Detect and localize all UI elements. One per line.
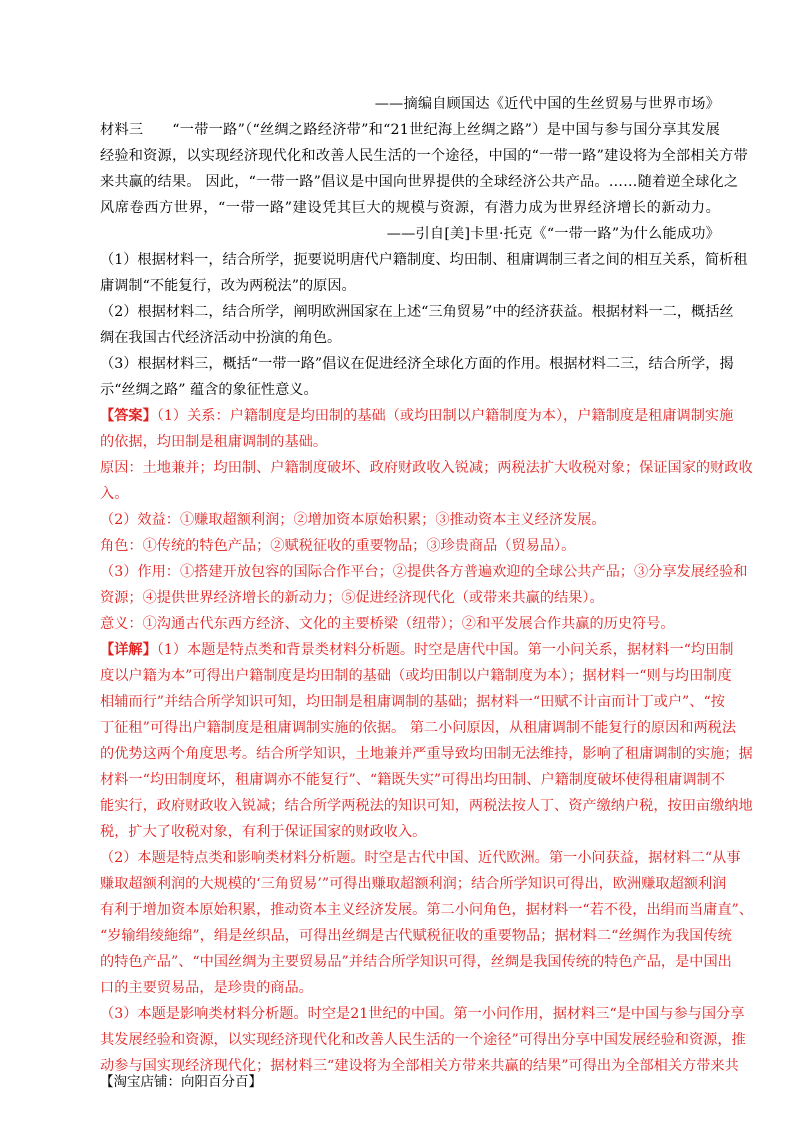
detail-first-line xyxy=(100,640,734,660)
detail-label: 【详解】 xyxy=(100,642,157,658)
question-line: （1）根据材料一，结合所学，扼要说明唐代户籍制度、均田制、租庸调制三者之间的相互关系，简析租 xyxy=(100,252,748,268)
detail-line: 的特色产品”、“中国丝绸为主要贸易品”并结合所学知识可得，丝绸是我国传统的特色产品，是中国出 xyxy=(100,954,732,970)
material3-line: 来共赢的结果。 因此，“一带一路”倡议是中国向世界提供的全球经济公共产品。……随着逆全球化之 xyxy=(100,174,739,190)
answer-first-line xyxy=(100,406,734,426)
detail-line: 相辅而行”并结合所学知识可知，均田制是租庸调制的基础；据材料一“田赋不计亩而计丁或户”、“按 xyxy=(100,694,725,710)
answer-line: （2）效益：①赚取超额利润；②增加资本原始积累；③推动资本主义经济发展。 xyxy=(100,512,606,528)
material3-line: 经验和资源，以实现经济现代化和改善人民生活的一个途径，中国的“一带一路”建设将为全部相关方带 xyxy=(100,148,748,164)
detail-line: 能实行，政府财政收入锐减；结合所学两税法的知识可知，两税法按人丁、资产缴纳户税，按田亩缴纳地 xyxy=(100,798,753,814)
material3-source-top: ——摘编自顾国达《近代中国的生丝贸易与世界市场》 xyxy=(374,96,720,112)
detail-line: 动参与国实现经济现代化；据材料三“建设将为全部相关方带来共赢的结果”可得出为全部相关方带来共 xyxy=(100,1058,739,1074)
material3-source-bottom: ——引自[美]卡里·托克《“一带一路”为什么能成功》 xyxy=(386,226,720,242)
answer-line: 原因：土地兼并；均田制、户籍制度破坏、政府财政收入锐减；两税法扩大收税对象；保证国家的财政收 xyxy=(100,460,753,476)
answer-line: 意义：①沟通古代东西方经济、文化的主要桥梁（纽带）；②和平发展合作共赢的历史符号。 xyxy=(100,616,675,632)
answer-line: （3）作用：①搭建开放包容的国际合作平台；②提供各方普遍欢迎的全球公共产品；③分享发展经验和 xyxy=(100,564,748,580)
answer-line: 的依据，均田制是租庸调制的基础。 xyxy=(100,434,328,450)
detail-line: “岁输绢绫絁绵”，绢是丝织品，可得出丝绸是古代赋税征收的重要物品；据材料二“丝绸作为我国传统 xyxy=(100,928,732,944)
detail-line: 口的主要贸易品，是珍贵的商品。 xyxy=(100,980,313,996)
detail-line: 丁征租”可得出户籍制度是租庸调制实施的依据。 第二小问原因，从租庸调制不能复行的原因和两税法 xyxy=(100,720,737,736)
detail-line: 的优势这两个角度思考。结合所学知识，土地兼并严重导致均田制无法维持，影响了租庸调制的实施；据 xyxy=(100,746,753,762)
answer-text: （1）关系：户籍制度是均田制的基础（或均田制以户籍制度为本），户籍制度是租庸调制实施 xyxy=(156,408,734,424)
answer-line: 角色：①传统的特色产品；②赋税征收的重要物品；③珍贵商品（贸易品）。 xyxy=(100,538,576,554)
material3-line: 风席卷西方世界，“一带一路”建设凭其巨大的规模与资源，有潜力成为世界经济增长的新动力。 xyxy=(100,200,720,216)
detail-line: 度以户籍为本”可得出户籍制度是均田制的基础（或均田制以户籍制度为本）；据材料一“则与均田制度 xyxy=(100,668,732,684)
answer-line: 入。 xyxy=(100,486,129,502)
detail-line: 赚取超额利润的大规模的‘三角贸易’”可得出赚取超额利润；结合所学知识可得出，欧洲赚取超额利润 xyxy=(100,876,727,892)
material3-line: 材料三 “一带一路”（“丝绸之路经济带”和“21世纪海上丝绸之路”）是中国与参与国分享其发展 xyxy=(100,122,720,138)
detail-line: 税，扩大了收税对象，有利于保证国家的财政收入。 xyxy=(100,824,427,840)
question-line: 庸调制“不能复行，改为两税法”的原因。 xyxy=(100,278,356,294)
detail-text: （1）本题是特点类和背景类材料分析题。时空是唐代中国。第一小问关系，据材料一“均田制 xyxy=(156,642,734,658)
detail-line: 有利于增加资本原始积累，推动资本主义经济发展。第二小问角色，据材料一“若不役，出绢而当庸直”、 xyxy=(100,902,753,918)
question-line: 示“丝绸之路” 蕴含的象征性意义。 xyxy=(100,382,318,398)
detail-line: 材料一“均田制度坏，租庸调亦不能复行”、“籍既失实”可得出均田制、户籍制度破坏使得租庸调制不 xyxy=(100,772,725,788)
answer-line: 资源；④提供世界经济增长的新动力；⑤促进经济现代化（或带来共赢的结果）。 xyxy=(100,590,604,606)
question-line: 绸在我国古代经济活动中扮演的角色。 xyxy=(100,330,342,346)
question-line: （3）根据材料三，概括“一带一路”倡议在促进经济全球化方面的作用。根据材料二三，结合所学，揭 xyxy=(100,356,734,372)
detail-line: 其发展经验和资源，以实现经济现代化和改善人民生活的一个途径”可得出分享中国发展经验和资源，推 xyxy=(100,1032,746,1048)
detail-line: （2）本题是特点类和影响类材料分析题。时空是古代中国、近代欧洲。第一小问获益，据材料二“从事 xyxy=(100,850,741,866)
detail-line: （3）本题是影响类材料分析题。时空是21世纪的中国。第一小问作用，据材料三“是中国与参与国分享 xyxy=(100,1006,745,1022)
question-line: （2）根据材料二，结合所学，阐明欧洲国家在上述“三角贸易”中的经济获益。根据材料一二，概括丝 xyxy=(100,304,734,320)
answer-label: 【答案】 xyxy=(100,408,157,424)
footer-shop-label: 【淘宝店铺：向阳百分百】 xyxy=(100,1074,262,1090)
